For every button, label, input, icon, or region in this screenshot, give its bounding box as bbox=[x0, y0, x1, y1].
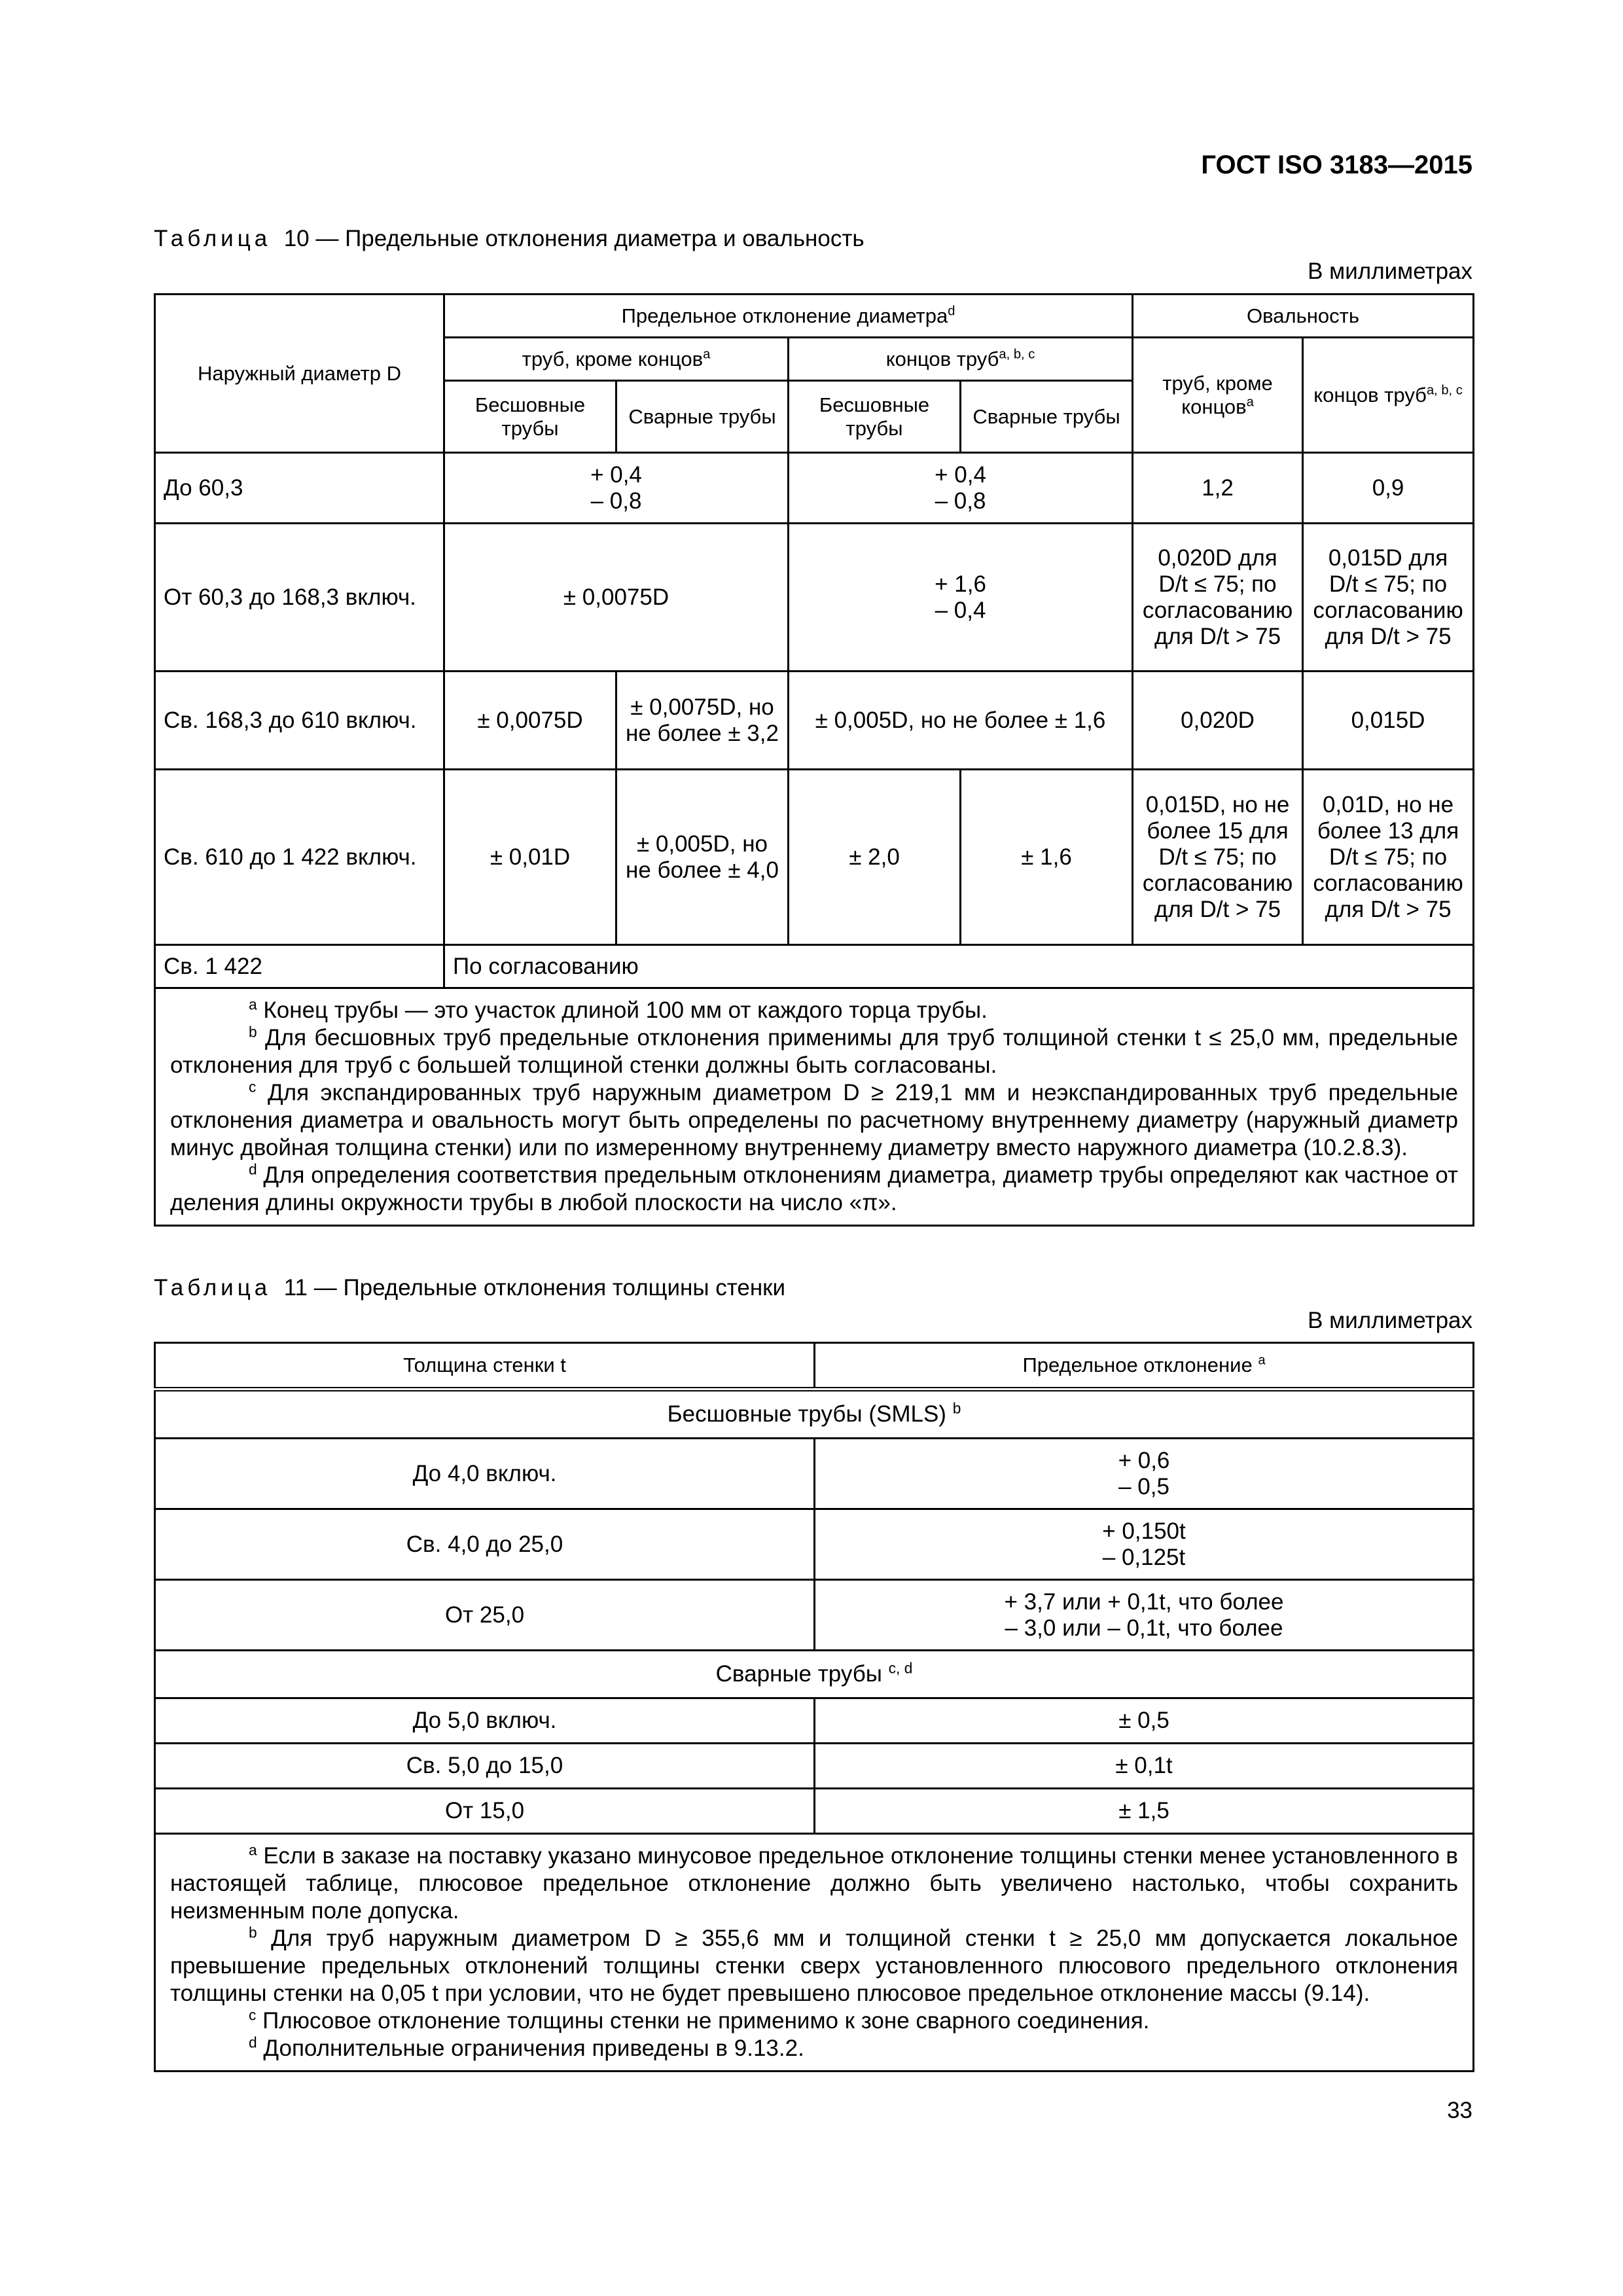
table-row: Св. 4,0 до 25,0 + 0,150t – 0,125t bbox=[155, 1509, 1474, 1580]
table10-caption bbox=[154, 226, 865, 252]
col-diameter-tolerance: Предельное отклонение диаметра$^d$ bbox=[444, 295, 1133, 338]
table11-caption bbox=[154, 1275, 785, 1301]
footnote-d: $^d$ Для определения соответствия предельным отклонениям диаметра, диаметр трубы определяют как частное от деления длины окружности трубы в любой плоскости на число «π». bbox=[170, 1160, 1459, 1215]
table10 bbox=[154, 293, 1474, 1227]
group-seamless: Бесшовные трубы (SMLS) $^b$ bbox=[155, 1390, 1474, 1439]
table-row: От 60,3 до 168,3 включ. ± 0,0075D + 1,6 – 0,4 0,020D для D/t ≤ 75; по согласованию для D/t > 75 0,015D для D/t ≤ 75; по согласованию для D/t > 75 bbox=[155, 524, 1474, 672]
footnote-b: $^b$ Для труб наружным диаметром D ≥ 355,6 мм и толщиной стенки t ≥ 25,0 мм допускается локальное превышение предельных отклонений толщины стенки сверх установленного плюсового предельного отклонения толщины стенки на 0,05 t при условии, что не будет превышено плюсовое предельное отклонение массы (9.14). bbox=[170, 1924, 1458, 2006]
table-row: От 25,0 + 3,7 или + 0,1t, что более – 3,0 или – 0,1t, что более bbox=[155, 1580, 1474, 1651]
col-seamless-ends: Бесшовные трубы bbox=[789, 381, 961, 453]
footnote-d: $^d$ Дополнительные ограничения приведены в 9.13.2. bbox=[249, 2034, 804, 2061]
table-row: Св. 168,3 до 610 включ. ± 0,0075D ± 0,0075D, но не более ± 3,2 ± 0,005D, но не более ± 1,6 0,020D 0,015D bbox=[155, 672, 1474, 770]
table10-notes-row bbox=[155, 988, 1474, 1226]
table-row: Св. 5,0 до 15,0 ± 0,1t bbox=[155, 1744, 1474, 1789]
table11 bbox=[154, 1342, 1474, 2072]
table11-caption-word: Таблица bbox=[154, 1275, 272, 1300]
table10-caption-word: Таблица bbox=[154, 226, 272, 251]
col-ovality-ends: концов труб$^{a, b, c}$ bbox=[1303, 338, 1474, 453]
footnote-a: $^a$ Если в заказе на поставку указано минусовое предельное отклонение толщины стенки менее установленного в настоящей таблице, плюсовое предельное отклонение должно быть увеличено настолько, чтобы сохранить неизменным поле допуска. bbox=[170, 1841, 1458, 1924]
col-ovality: Овальность bbox=[1133, 295, 1474, 338]
col-pipe-ends: концов труб$^{a, b, c}$ bbox=[789, 338, 1133, 381]
table11-units: В миллиметрах bbox=[1308, 1308, 1472, 1333]
table-row: От 15,0 ± 1,5 bbox=[155, 1789, 1474, 1834]
table10-footnotes bbox=[155, 988, 1474, 1226]
table-row: До 5,0 включ. ± 0,5 bbox=[155, 1698, 1474, 1744]
table11-caption-text: 11 — Предельные отклонения толщины стенки bbox=[283, 1275, 786, 1300]
col-seamless: Бесшовные трубы bbox=[444, 381, 616, 453]
col-welded: Сварные трубы bbox=[616, 381, 789, 453]
table11-notes-row bbox=[155, 1834, 1474, 2072]
col-tolerance: Предельное отклонение $^a$ bbox=[815, 1343, 1474, 1390]
col-pipe-except-ends: труб, кроме концов$^a$ bbox=[444, 338, 789, 381]
table11-footnotes bbox=[155, 1834, 1474, 2072]
footnote-c: $^c$ Плюсовое отклонение толщины стенки не применимо к зоне сварного соединения. bbox=[249, 2006, 1150, 2034]
group-welded: Сварные трубы $^{c, d}$ bbox=[155, 1651, 1474, 1698]
table10-caption-text: 10 — Предельные отклонения диаметра и овальность bbox=[283, 226, 865, 251]
table-row: Св. 1 422 По согласованию bbox=[155, 945, 1474, 988]
table-row: Св. 610 до 1 422 включ. ± 0,01D ± 0,005D, но не более ± 4,0 ± 2,0 ± 1,6 0,015D, но не более 15 для D/t ≤ 75; по согласованию для D/t > 75 0,01D, но не более 13 для D/t ≤ 75; по согласованию для D/t > 75 bbox=[155, 770, 1474, 945]
col-ovality-body: труб, кроме концов$^a$ bbox=[1133, 338, 1303, 453]
table-row: До 4,0 включ. + 0,6 – 0,5 bbox=[155, 1439, 1474, 1509]
table-row: До 60,3 + 0,4 – 0,8 + 0,4 – 0,8 1,2 0,9 bbox=[155, 453, 1474, 524]
col-outer-diameter: Наружный диаметр D bbox=[155, 295, 444, 453]
footnote-a: $^a$ Конец трубы — это участок длиной 100 мм от каждого торца трубы. bbox=[249, 996, 988, 1023]
standard-designation: ГОСТ ISO 3183—2015 bbox=[1201, 151, 1472, 179]
col-wall-thickness: Толщина стенки t bbox=[155, 1343, 815, 1390]
col-welded-ends: Сварные трубы bbox=[961, 381, 1133, 453]
page-number: 33 bbox=[1447, 2098, 1472, 2123]
footnote-b: $^b$ Для бесшовных труб предельные отклонения применимы для труб толщиной стенки t ≤ 25,0 мм, предельные отклонения для труб с большей толщиной стенки должны быть согласованы. bbox=[170, 1023, 1459, 1078]
table10-units: В миллиметрах bbox=[1308, 259, 1472, 284]
footnote-c: $^c$ Для экспандированных труб наружным диаметром D ≥ 219,1 мм и неэкспандированных труб предельные отклонения диаметра и овальность могут быть определены по расчетному внутреннему диаметру (наружный диаметр минус двойная толщина стенки) или по измеренному внутреннему диаметру вместо наружного диаметра (10.2.8.3). bbox=[170, 1078, 1459, 1160]
